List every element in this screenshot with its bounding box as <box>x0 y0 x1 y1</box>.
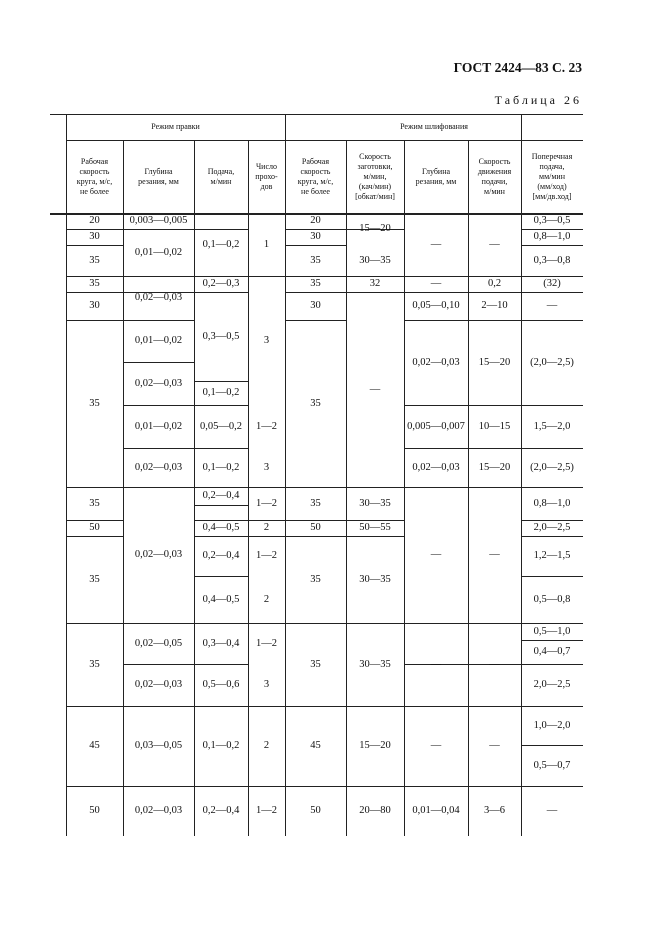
column-header: Скорость заготовки, м/мин, (кач/мин) [обкат/мин] <box>355 151 395 201</box>
table-cell: 0,01—0,02 <box>134 335 183 346</box>
table-cell: 0,1—0,2 <box>202 461 240 473</box>
table-cell: 35 <box>310 497 321 509</box>
table-cell: 3 <box>263 679 270 690</box>
table-cell: 0,5—0,7 <box>533 759 571 771</box>
table-cell: 0,1—0,2 <box>202 238 240 250</box>
table-cell: 50 <box>310 805 321 816</box>
table-cell: 0,5—1,0 <box>533 625 571 637</box>
table-cell: 1 <box>263 238 270 250</box>
table-cell: 2,0—2,5 <box>533 522 571 533</box>
column-header: Поперечная подача, мм/мин (мм/ход) [мм/дв.ход] <box>531 151 573 201</box>
table-cell: 50 <box>310 522 321 533</box>
table-cell: 35 <box>89 497 100 509</box>
column-header: Подача, м/мин <box>207 166 235 186</box>
table-cell: 35 <box>89 397 100 409</box>
table-cell: 0,02—0,03 <box>412 461 460 473</box>
column-header: Глубина резания, мм <box>415 166 457 186</box>
table-cell: 0,02—0,03 <box>134 377 183 389</box>
table-cell: — <box>489 238 500 250</box>
table-rule <box>194 505 248 506</box>
table-cell: 30—35 <box>359 254 391 266</box>
table-cell: 0,3—0,5 <box>202 330 240 342</box>
table-cell: 0,3—0,8 <box>533 254 571 266</box>
table-cell: 3—6 <box>484 805 505 816</box>
table-cell: 2 <box>263 522 270 533</box>
table-cell: 30 <box>310 300 321 311</box>
table-cell: 1,5—2,0 <box>533 420 571 432</box>
table-cell: 1—2 <box>256 805 277 816</box>
table-cell: 0,5—0,6 <box>202 679 240 690</box>
table-cell: 2 <box>263 740 270 751</box>
table-cell: 35 <box>310 573 321 585</box>
table-cell: (2,0—2,5) <box>530 356 574 368</box>
table-cell: 15—20 <box>359 740 391 751</box>
table-cell: 0,01—0,02 <box>134 246 183 258</box>
table-cell: 50 <box>89 805 100 816</box>
group-dressing-header: Режим правки <box>151 122 200 131</box>
table-cell: (32) <box>543 278 561 289</box>
column-header: Глубина резания, мм <box>138 166 179 186</box>
table-cell: 0,4—0,5 <box>202 593 240 605</box>
table-cell: 0,2—0,4 <box>202 490 240 501</box>
table-cell: 1,0—2,0 <box>533 719 571 731</box>
table-cell: — <box>489 549 500 560</box>
table-cell: — <box>430 740 442 751</box>
table-caption: Таблица 26 <box>494 93 582 107</box>
table-cell: 15—20 <box>478 356 511 368</box>
table-cell: 0,02—0,03 <box>134 805 183 816</box>
table-cell: 35 <box>89 658 100 670</box>
table-cell: 1,2—1,5 <box>533 550 571 561</box>
table-cell: 50 <box>89 522 100 533</box>
table-cell: 0,03—0,05 <box>134 740 183 751</box>
table-cell: 0,01—0,04 <box>412 805 460 816</box>
table-cell: 0,8—1,0 <box>533 231 571 242</box>
table-cell: 0,2 <box>487 278 502 289</box>
table-cell: 0,02—0,03 <box>134 679 183 690</box>
page-header: ГОСТ 2424—83 С. 23 <box>453 60 582 75</box>
table-cell: 10—15 <box>478 420 511 432</box>
table-cell: — <box>430 278 442 289</box>
table-cell: 0,3—0,4 <box>202 637 240 649</box>
table-cell: 0,4—0,7 <box>533 646 571 657</box>
table-cell: 0,1—0,2 <box>202 387 240 398</box>
table-cell: (2,0—2,5) <box>530 461 574 473</box>
table-cell: 35 <box>89 278 100 289</box>
table-cell: 0,1—0,2 <box>202 740 240 751</box>
table-cell: 0,05—0,10 <box>412 300 460 311</box>
table-cell: 0,8—1,0 <box>533 497 571 509</box>
column-header: Рабочая скорость круга, м/с, не более <box>76 156 113 196</box>
table-cell: 35 <box>89 254 100 266</box>
table-cell: 1—2 <box>256 420 277 432</box>
table-cell: 35 <box>310 278 321 289</box>
table-cell: 0,02—0,03 <box>134 292 183 303</box>
table-cell: 45 <box>89 740 100 751</box>
table-cell: 0,2—0,4 <box>202 805 240 816</box>
table-cell: 20—80 <box>359 805 391 816</box>
table-cell: 30 <box>89 231 100 242</box>
table-cell: 3 <box>263 461 270 473</box>
table-cell: — <box>546 805 558 816</box>
table-cell: 1—2 <box>256 497 277 509</box>
table-cell: 30 <box>310 231 321 242</box>
table-cell: 30—35 <box>359 573 391 585</box>
table-cell: — <box>430 658 442 670</box>
column-header: Скорость движения подачи, м/мин <box>477 156 512 196</box>
group-grinding-header: Режим шлифования <box>400 122 468 131</box>
table-cell: 35 <box>89 573 100 585</box>
column-header: Рабочая скорость круга, м/с, не более <box>297 156 334 196</box>
table-cell: 15—20 <box>359 223 391 234</box>
column-header: Число прохо- дов <box>255 161 278 191</box>
table-cell: 0,2—0,4 <box>202 550 240 561</box>
table-cell: 2,0—2,5 <box>533 679 571 690</box>
table-cell: 3 <box>263 334 270 346</box>
table-cell: 20 <box>89 215 100 226</box>
table-cell: 30 <box>89 300 100 311</box>
table-cell: 0,3—0,5 <box>533 215 571 226</box>
table-cell: — <box>489 740 500 751</box>
table-cell: — <box>430 238 442 250</box>
table-cell: 1—2 <box>256 637 277 649</box>
table-cell: 0,01—0,02 <box>134 420 183 432</box>
table-cell: 32 <box>369 278 381 289</box>
table-cell: 0,02—0,03 <box>134 549 183 560</box>
table-cell: — <box>489 658 500 670</box>
table-cell: 0,005—0,007 <box>407 420 465 432</box>
table-cell: 1—2 <box>256 550 277 561</box>
table-cell: 35 <box>310 254 321 266</box>
table-cell: 50—55 <box>359 522 391 533</box>
table-cell: 20 <box>310 215 321 226</box>
table-cell: 0,5—0,8 <box>533 593 571 605</box>
table-cell: 2 <box>263 593 270 605</box>
table-cell: 0,2—0,3 <box>202 278 240 289</box>
table-cell: 15—20 <box>478 461 511 473</box>
table-cell: 35 <box>310 397 321 409</box>
table-cell: 35 <box>310 658 321 670</box>
table-cell: 0,003—0,005 <box>129 215 188 226</box>
table-cell: — <box>369 383 381 395</box>
table-cell: 0,4—0,5 <box>202 522 240 533</box>
table-cell: 0,05—0,2 <box>200 420 242 432</box>
table-cell: 0,02—0,05 <box>134 637 183 649</box>
table-cell: — <box>430 549 442 560</box>
table-cell: 0,02—0,03 <box>412 356 460 368</box>
table-cell: — <box>546 300 558 311</box>
table-cell: 2—10 <box>481 300 508 311</box>
table-cell: 30—35 <box>359 658 391 670</box>
table-cell: 0,02—0,03 <box>134 461 183 473</box>
table-cell: 30—35 <box>359 497 391 509</box>
table-cell: 45 <box>310 740 321 751</box>
